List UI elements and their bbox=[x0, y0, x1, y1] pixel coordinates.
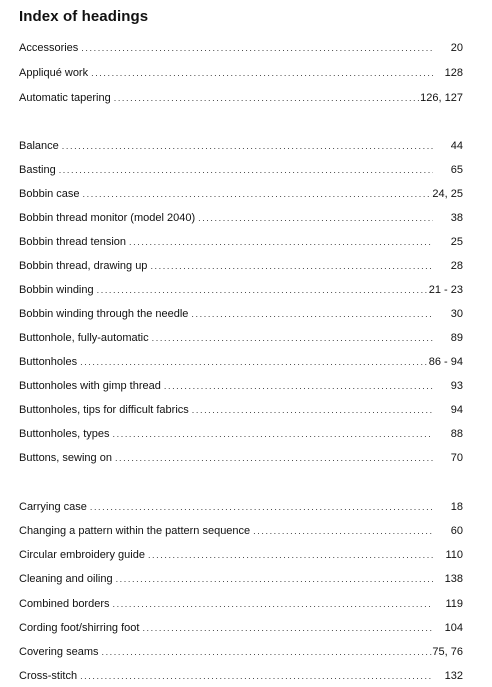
entry-page: 88 bbox=[450, 428, 463, 440]
entry-page: 128 bbox=[444, 67, 463, 79]
entry-page: 104 bbox=[444, 622, 463, 634]
entry-page: 110 bbox=[445, 549, 463, 561]
entry-label: Bobbin thread tension bbox=[19, 236, 127, 248]
index-entry-cording-foot bbox=[19, 620, 463, 636]
entry-page: 93 bbox=[450, 380, 463, 392]
index-entry-balance bbox=[19, 138, 463, 154]
leader-dots bbox=[198, 210, 433, 226]
index-entry-combined-borders bbox=[19, 596, 463, 612]
entry-label: Automatic tapering bbox=[19, 92, 111, 104]
leader-dots bbox=[80, 668, 433, 684]
entry-label: Bobbin thread monitor (model 2040) bbox=[19, 212, 196, 224]
entry-label: Buttons, sewing on bbox=[19, 452, 112, 464]
entry-page: 132 bbox=[444, 670, 463, 682]
page-title: Index of headings bbox=[19, 8, 149, 25]
index-entry-circular-embroidery-guide bbox=[19, 547, 463, 563]
entry-label: Bobbin winding through the needle bbox=[19, 308, 189, 320]
entry-page: 38 bbox=[450, 212, 463, 224]
index-entry-buttonhole-fully-automatic bbox=[19, 330, 463, 346]
leader-dots bbox=[150, 258, 433, 274]
entry-page: 138 bbox=[444, 573, 463, 585]
leader-dots bbox=[115, 450, 433, 466]
entry-label: Cleaning and oiling bbox=[19, 573, 113, 585]
entry-label: Basting bbox=[19, 164, 56, 176]
entry-page: 60 bbox=[450, 525, 463, 537]
leader-dots bbox=[152, 330, 433, 346]
leader-dots bbox=[101, 644, 432, 660]
index-entry-cleaning-oiling bbox=[19, 571, 463, 587]
entry-page: 25 bbox=[450, 236, 463, 248]
entry-page: 28 bbox=[450, 260, 463, 272]
entry-label: Bobbin thread, drawing up bbox=[19, 260, 148, 272]
entry-page: 75, 76 bbox=[432, 646, 463, 658]
leader-dots bbox=[113, 426, 433, 442]
leader-dots bbox=[91, 65, 433, 81]
leader-dots bbox=[164, 378, 433, 394]
leader-dots bbox=[142, 620, 433, 636]
index-entry-buttonholes-gimp bbox=[19, 378, 463, 394]
index-entry-bobbin-winding bbox=[19, 282, 463, 298]
index-entry-applique-work bbox=[19, 65, 463, 81]
leader-dots bbox=[253, 523, 433, 539]
entry-label: Buttonholes with gimp thread bbox=[19, 380, 161, 392]
index-entry-bobbin-thread-monitor bbox=[19, 210, 463, 226]
entry-label: Buttonhole, fully-automatic bbox=[19, 332, 149, 344]
index-entry-buttonholes bbox=[19, 354, 463, 370]
entry-page: 65 bbox=[450, 164, 463, 176]
index-entry-changing-pattern bbox=[19, 523, 463, 539]
leader-dots bbox=[114, 90, 420, 106]
entry-page: 86 - 94 bbox=[428, 356, 463, 368]
leader-dots bbox=[80, 354, 429, 370]
entry-label: Cross-stitch bbox=[19, 670, 78, 682]
entry-label: Bobbin winding bbox=[19, 284, 94, 296]
index-entry-carrying-case bbox=[19, 499, 463, 515]
entry-label: Covering seams bbox=[19, 646, 99, 658]
leader-dots bbox=[97, 282, 429, 298]
leader-dots bbox=[191, 306, 433, 322]
entry-page: 24, 25 bbox=[432, 188, 463, 200]
leader-dots bbox=[90, 499, 433, 515]
index-entry-bobbin-thread-tension bbox=[19, 234, 463, 250]
leader-dots bbox=[113, 596, 434, 612]
entry-page: 21 - 23 bbox=[428, 284, 463, 296]
entry-page: 126, 127 bbox=[420, 92, 463, 104]
entry-label: Cording foot/shirring foot bbox=[19, 622, 140, 634]
entry-page: 44 bbox=[450, 140, 463, 152]
entry-label: Accessories bbox=[19, 42, 79, 54]
entry-page: 119 bbox=[445, 598, 463, 610]
entry-label: Changing a pattern within the pattern sequence bbox=[19, 525, 251, 537]
entry-page: 20 bbox=[450, 42, 463, 54]
index-entry-bobbin-thread-drawing-up bbox=[19, 258, 463, 274]
index-entry-bobbin-case bbox=[19, 186, 463, 202]
leader-dots bbox=[81, 40, 433, 56]
entry-page: 89 bbox=[450, 332, 463, 344]
entry-label: Appliqué work bbox=[19, 67, 89, 79]
leader-dots bbox=[192, 402, 433, 418]
index-entry-basting bbox=[19, 162, 463, 178]
entry-label: Buttonholes, types bbox=[19, 428, 110, 440]
index-entry-buttonholes-types bbox=[19, 426, 463, 442]
entry-page: 30 bbox=[450, 308, 463, 320]
index-entry-automatic-tapering bbox=[19, 90, 463, 106]
entry-page: 94 bbox=[450, 404, 463, 416]
leader-dots bbox=[62, 138, 433, 154]
entry-label: Circular embroidery guide bbox=[19, 549, 145, 561]
index-entry-buttonholes-tips bbox=[19, 402, 463, 418]
entry-page: 70 bbox=[450, 452, 463, 464]
leader-dots bbox=[83, 186, 433, 202]
index-entry-covering-seams bbox=[19, 644, 463, 660]
leader-dots bbox=[148, 547, 433, 563]
index-entry-buttons-sewing-on bbox=[19, 450, 463, 466]
leader-dots bbox=[116, 571, 433, 587]
entry-label: Combined borders bbox=[19, 598, 110, 610]
leader-dots bbox=[129, 234, 433, 250]
leader-dots bbox=[59, 162, 433, 178]
index-entry-accessories bbox=[19, 40, 463, 56]
entry-label: Buttonholes, tips for difficult fabrics bbox=[19, 404, 189, 416]
index-entry-bobbin-winding-needle bbox=[19, 306, 463, 322]
entry-label: Bobbin case bbox=[19, 188, 80, 200]
entry-label: Buttonholes bbox=[19, 356, 78, 368]
index-entry-cross-stitch bbox=[19, 668, 463, 684]
entry-page: 18 bbox=[450, 501, 463, 513]
entry-label: Carrying case bbox=[19, 501, 87, 513]
entry-label: Balance bbox=[19, 140, 59, 152]
